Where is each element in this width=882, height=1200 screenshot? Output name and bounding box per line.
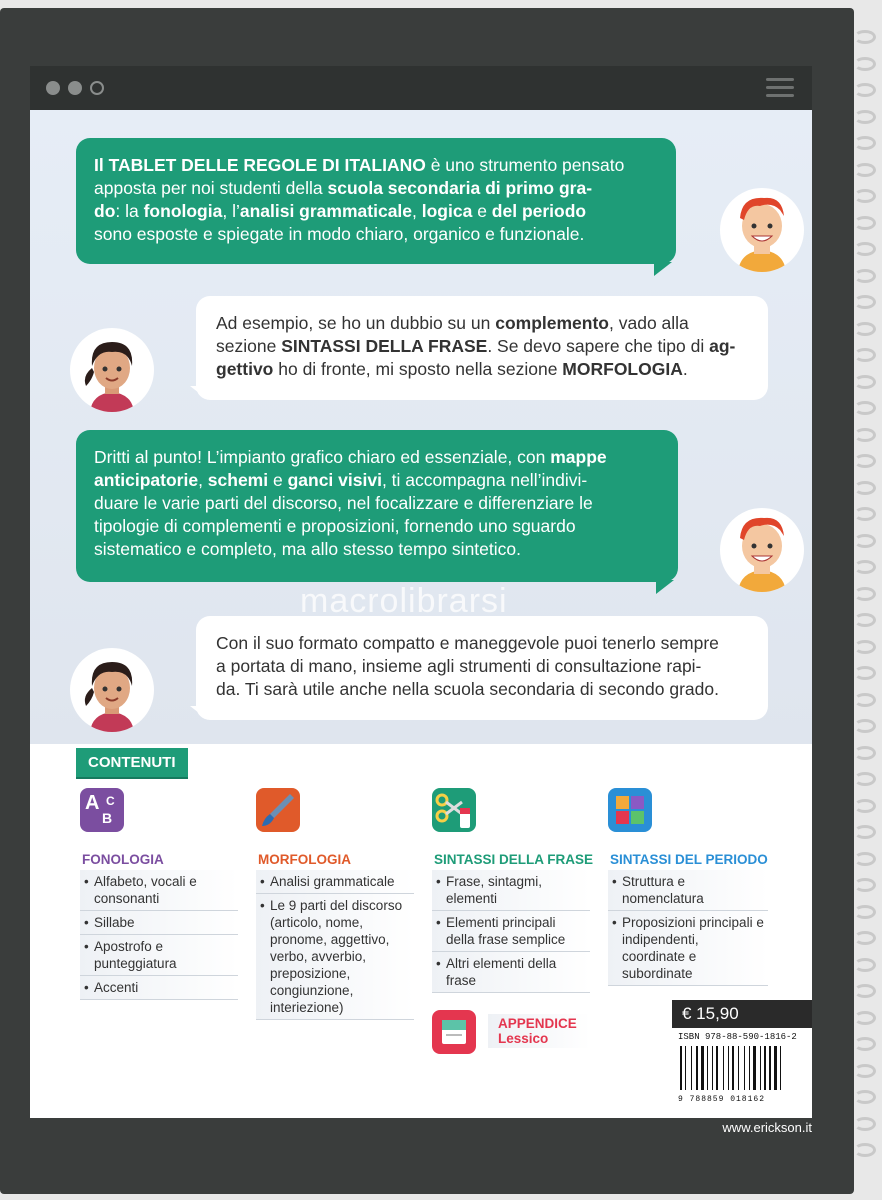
bubble-tail bbox=[656, 580, 674, 594]
spiral-ring bbox=[854, 348, 876, 362]
fonologia-list bbox=[80, 870, 238, 1000]
barcode-bar bbox=[716, 1046, 718, 1090]
barcode-bar bbox=[764, 1046, 766, 1090]
barcode bbox=[672, 1028, 812, 1104]
barcode-bar bbox=[769, 1046, 771, 1090]
spiral-ring bbox=[854, 163, 876, 177]
barcode-bar bbox=[691, 1046, 692, 1090]
barcode-bar bbox=[696, 1046, 698, 1090]
barcode-bar bbox=[701, 1046, 704, 1090]
barcode-bar bbox=[723, 1046, 724, 1090]
barcode-bar bbox=[780, 1046, 781, 1090]
barcode-bar bbox=[728, 1046, 729, 1090]
website-link[interactable]: www.erickson.it bbox=[722, 1120, 812, 1135]
spiral-ring bbox=[854, 852, 876, 866]
girl-avatar-icon bbox=[70, 328, 154, 412]
spiral-ring bbox=[854, 428, 876, 442]
spiral-ring bbox=[854, 322, 876, 336]
tablet-screen bbox=[30, 110, 812, 744]
spiral-ring bbox=[854, 136, 876, 150]
morfologia-title: MORFOLOGIA bbox=[258, 852, 351, 867]
barcode-bar bbox=[760, 1046, 761, 1090]
spiral-ring bbox=[854, 1143, 876, 1157]
barcode-bar bbox=[685, 1046, 686, 1090]
spiral-ring bbox=[854, 1011, 876, 1025]
spiral-ring bbox=[854, 295, 876, 309]
scissors-glue-icon bbox=[432, 788, 476, 832]
sintassi-frase-title: SINTASSI DELLA FRASE bbox=[434, 852, 594, 867]
barcode-bar bbox=[680, 1046, 682, 1090]
speech-bubble-3: Dritti al punto! L’impianto grafico chiaro ed essenziale, con mappe anticipatorie, schemi e ganci visivi, ti accompagna nell’indivi- duare le varie parti del discorso, nel focalizzare e differenziare le tipologie di complementi e proposizioni, fornendo uno sguardo sistematico e completo, ma allo stesso tempo sintetico. bbox=[76, 430, 678, 582]
morfologia-list bbox=[256, 870, 414, 1020]
spiral-ring bbox=[854, 1090, 876, 1104]
fonologia-title: FONOLOGIA bbox=[82, 852, 164, 867]
spiral-ring bbox=[854, 613, 876, 627]
spiral-ring bbox=[854, 189, 876, 203]
window-dot-icon bbox=[68, 81, 82, 95]
list-item: • Struttura e nomenclatura bbox=[608, 870, 768, 911]
spiral-ring bbox=[854, 269, 876, 283]
barcode-bar bbox=[707, 1046, 708, 1090]
sintassi-periodo-title: SINTASSI DEL PERIODO bbox=[610, 852, 768, 867]
spiral-ring bbox=[854, 481, 876, 495]
barcode-bar bbox=[753, 1046, 756, 1090]
alphabet-icon: A C B bbox=[80, 788, 124, 832]
list-item: • Apostrofo e punteggiatura bbox=[80, 935, 238, 976]
list-item: • Frase, sintagmi, elementi bbox=[432, 870, 590, 911]
girl-avatar-icon bbox=[70, 648, 154, 732]
list-item: • Proposizioni principali e indipendenti, coordinate e subordinate bbox=[608, 911, 768, 986]
spiral-ring bbox=[854, 1117, 876, 1131]
spiral-ring bbox=[854, 1064, 876, 1078]
spiral-ring bbox=[854, 905, 876, 919]
list-item: • Alfabeto, vocali e consonanti bbox=[80, 870, 238, 911]
spiral-ring bbox=[854, 507, 876, 521]
window-dot-icon bbox=[90, 81, 104, 95]
spiral-ring bbox=[854, 216, 876, 230]
barcode-bar bbox=[738, 1046, 739, 1090]
list-item: • Accenti bbox=[80, 976, 238, 1000]
spiral-ring bbox=[854, 110, 876, 124]
spiral-ring bbox=[854, 57, 876, 71]
list-item: • Le 9 parti del discorso (articolo, nome, pronome, aggettivo, verbo, avverbio, preposizione, congiunzione, interiezione) bbox=[256, 894, 414, 1020]
spiral-ring bbox=[854, 30, 876, 44]
spiral-ring bbox=[854, 958, 876, 972]
list-item: • Sillabe bbox=[80, 911, 238, 935]
barcode-bar bbox=[774, 1046, 777, 1090]
speech-bubble-1: Il TABLET DELLE REGOLE DI ITALIANO è uno strumento pensato apposta per noi studenti della scuola secondaria di primo gra- do: la fonologia, l’analisi grammaticale, logica e del periodo sono esposte e spiegate in modo chiaro, organico e funzionale. bbox=[76, 138, 676, 264]
puzzle-icon bbox=[608, 788, 652, 832]
tablet-top-bar bbox=[30, 66, 812, 110]
spiral-ring bbox=[854, 83, 876, 97]
speech-bubble-4: Con il suo formato compatto e maneggevole puoi tenerlo sempre a portata di mano, insieme agli strumenti di consultazione rapi- da. Ti sarà utile anche nella scuola secondaria di secondo grado. bbox=[196, 616, 768, 720]
spiral-ring bbox=[854, 560, 876, 574]
spiral-ring bbox=[854, 799, 876, 813]
bubble-tail bbox=[190, 386, 208, 400]
book-icon bbox=[432, 1010, 476, 1054]
spiral-ring bbox=[854, 878, 876, 892]
barcode-bar bbox=[732, 1046, 734, 1090]
spiral-ring bbox=[854, 693, 876, 707]
spiral-ring bbox=[854, 242, 876, 256]
sintassi-frase-list bbox=[432, 870, 590, 993]
brush-icon bbox=[256, 788, 300, 832]
barcode-digits: 9 788859 018162 bbox=[678, 1095, 766, 1104]
sintassi-periodo-list bbox=[608, 870, 768, 986]
bubble-tail bbox=[190, 706, 208, 720]
speech-bubble-2: Ad esempio, se ho un dubbio su un complemento, vado alla sezione SINTASSI DELLA FRASE. Se devo sapere che tipo di ag- gettivo ho di fronte, mi sposto nella sezione MORFOLOGIA. bbox=[196, 296, 768, 400]
watermark: macrolibrarsi ALTERNATIVA NATURALE bbox=[300, 582, 529, 627]
hamburger-menu-icon bbox=[766, 78, 794, 98]
appendice-subtitle: Lessico bbox=[498, 1031, 549, 1046]
spiral-ring bbox=[854, 587, 876, 601]
contents-label: CONTENUTI bbox=[76, 748, 188, 779]
spiral-ring bbox=[854, 534, 876, 548]
spiral-ring bbox=[854, 746, 876, 760]
appendice-title: APPENDICE bbox=[498, 1016, 577, 1031]
list-item: • Analisi grammaticale bbox=[256, 870, 414, 894]
spiral-ring bbox=[854, 825, 876, 839]
barcode-bar bbox=[712, 1046, 713, 1090]
list-item: • Elementi principali della frase semplice bbox=[432, 911, 590, 952]
window-dot-icon bbox=[46, 81, 60, 95]
bubble-tail bbox=[654, 262, 672, 276]
isbn-text: ISBN 978-88-590-1816-2 bbox=[678, 1032, 797, 1042]
barcode-bars-icon bbox=[678, 1046, 806, 1090]
list-item: • Altri elementi della frase bbox=[432, 952, 590, 993]
barcode-bar bbox=[744, 1046, 745, 1090]
boy-avatar-icon bbox=[720, 508, 804, 592]
spiral-ring bbox=[854, 666, 876, 680]
spiral-ring bbox=[854, 719, 876, 733]
spiral-ring bbox=[854, 931, 876, 945]
barcode-bar bbox=[749, 1046, 750, 1090]
spiral-ring bbox=[854, 1037, 876, 1051]
spiral-ring bbox=[854, 454, 876, 468]
spiral-ring bbox=[854, 984, 876, 998]
spiral-binding bbox=[848, 30, 882, 1180]
spiral-ring bbox=[854, 772, 876, 786]
price-label: € 15,90 bbox=[672, 1000, 812, 1028]
spiral-ring bbox=[854, 401, 876, 415]
spiral-ring bbox=[854, 375, 876, 389]
appendice-box bbox=[488, 1014, 590, 1048]
spiral-ring bbox=[854, 640, 876, 654]
boy-avatar-icon bbox=[720, 188, 804, 272]
